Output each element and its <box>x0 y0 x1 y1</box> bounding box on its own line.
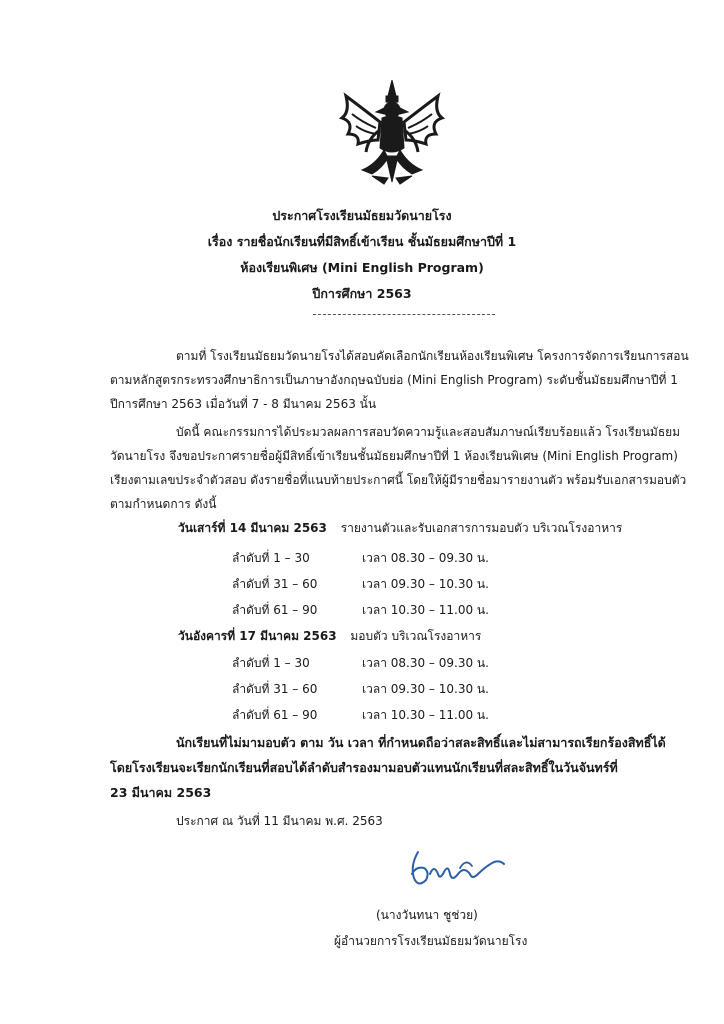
schedule-day-1 <box>178 519 622 538</box>
forfeit-note-line-2: โดยโรงเรียนจะเรียกนักเรียนที่สอบได้ลำดับสำรองมามอบตัวแทนนักเรียนที่สละสิทธิ์ในวันจันทร์ที่ <box>110 760 618 775</box>
announcement-page: ประกาศโรงเรียนมัธยมวัดนายโรง เรื่อง รายชื่อนักเรียนที่มีสิทธิ์เข้าเรียน ชั้นมัธยมศึกษาปีที่ 1 ห้องเรียนพิเศษ (Mini English Program) ปีการศึกษา 2563 ตามที่ โรงเรียนมัธยมวัดนายโรงได้สอบคัดเลือกนักเรียนห้องเรียนพิเศษ โครงการจัดการเรียนการสอน ตามหลักสูตรกระทรวงศึกษาธิการเป็นภาษาอังกฤษฉบับย่อ (Mini English Program) ระดับชั้นมัธยมศึกษาปีที่ 1 ปีการศึกษา 2563 เมื่อวันที่ 7 - 8 มีนาคม 2563 นั้น บัดนี้ คณะกรรมการได้ประมวลผลการสอบวัดความรู้และสอบสัมภาษณ์เรียบร้อยแล้ว โรงเรียนมัธยม วัดนายโรง จึงขอประกาศรายชื่อผู้มีสิทธิ์เข้าเรียนชั้นมัธยมศึกษาปีที่ 1 ห้องเรียนพิเศษ (Mini English Program) เรียงตามเลขประจำตัวสอบ ดังรายชื่อที่แนบท้ายประกาศนี้ โดยให้ผู้มีรายชื่อมารายงานตัว พร้อมรับเอกสารมอบตัว ตามกำหนดการ ดังนี้ วันเสาร์ที่ 14 มีนาคม 2563 รายงานตัวและรับเอกสารการมอบตัว บริเวณโรงอาหาร ลำดับที่ 1 – 30 เวลา 08.30 – 09.30 น. ลำดับที่ 31 – 60 เวลา 09.30 – 10.30 น. ลำดับที่ 61 – 90 เวลา 10.30 – 11.00 น. วันอังคารที่ 17 มีนาคม 2563 มอบตัว บริเวณโรงอาหาร ลำดับที่ 1 – 30 เวลา 08.30 – 09.30 น. ลำดับที่ 31 – 60 เวลา 09.30 – 10.30 น. ลำดับที่ 61 – 90 เวลา 10.30 – 11.00 น. นักเรียนที่ไม่มามอบตัว ตาม วัน เวลา ที่กำหนดถือว่าสละสิทธิ์และไม่สามารถเรียกร้องสิทธิ์ได้ โดยโรงเรียนจะเรียกนักเรียนที่สอบได้ลำดับสำรองมามอบตัวแทนนักเรียนที่สละสิทธิ์ในวันจันทร์ที่ 23 มีนาคม 2563 ประกาศ ณ วันที่ 11 มีนาคม พ.ศ. 2563 (นางวันทนา ชูช่วย) ผู้อำนวยการโรงเรียนมัธยมวัดนายโรง <box>0 0 724 1024</box>
signer-name: (นางวันทนา ชูช่วย) <box>376 908 478 922</box>
result-line-2: วัดนายโรง จึงขอประกาศรายชื่อผู้มีสิทธิ์เข้าเรียนชั้นมัธยมศึกษาปีที่ 1 ห้องเรียนพิเศษ (Mini English Program) <box>110 449 678 463</box>
result-line-1: บัดนี้ คณะกรรมการได้ประมวลผลการสอบวัดความรู้และสอบสัมภาษณ์เรียบร้อยแล้ว โรงเรียนมัธยม <box>176 425 681 439</box>
schedule-day-2 <box>178 627 481 646</box>
result-line-4: ตามกำหนดการ ดังนี้ <box>110 497 217 511</box>
program-name: ห้องเรียนพิเศษ (Mini English Program) <box>240 260 484 275</box>
signer-title: ผู้อำนวยการโรงเรียนมัธยมวัดนายโรง <box>334 934 528 948</box>
schedule-day-2-desc: มอบตัว บริเวณโรงอาหาร <box>350 629 482 643</box>
result-line-3: เรียงตามเลขประจำตัวสอบ ดังรายชื่อที่แนบท้ายประกาศนี้ โดยให้ผู้มีรายชื่อมารายงานตัว พร้อมรับเอกสารมอบตัว <box>110 473 687 487</box>
result-paragraph <box>110 420 687 516</box>
garuda-emblem-icon <box>332 78 452 186</box>
intro-line-1: ตามที่ โรงเรียนมัธยมวัดนายโรงได้สอบคัดเลือกนักเรียนห้องเรียนพิเศษ โครงการจัดการเรียนการสอน <box>176 349 689 363</box>
forfeit-note-line-3: 23 มีนาคม 2563 <box>110 785 212 800</box>
forfeit-note-line-1: นักเรียนที่ไม่มามอบตัว ตาม วัน เวลา ที่กำหนดถือว่าสละสิทธิ์และไม่สามารถเรียกร้องสิทธิ์ได้ <box>176 735 666 750</box>
handwritten-signature <box>400 844 510 896</box>
intro-paragraph <box>110 344 689 416</box>
announcement-subject: เรื่อง รายชื่อนักเรียนที่มีสิทธิ์เข้าเรียน ชั้นมัธยมศึกษาปีที่ 1 <box>207 234 517 249</box>
intro-line-2: ตามหลักสูตรกระทรวงศึกษาธิการเป็นภาษาอังกฤษฉบับย่อ (Mini English Program) ระดับชั้นมัธยมศึกษาปีที่ 1 <box>110 373 678 387</box>
schedule-day-2-date: วันอังคารที่ 17 มีนาคม 2563 <box>178 629 337 643</box>
header-divider <box>313 314 495 315</box>
announcement-date: ประกาศ ณ วันที่ 11 มีนาคม พ.ศ. 2563 <box>176 814 383 828</box>
academic-year: ปีการศึกษา 2563 <box>312 286 412 301</box>
announcement-title: ประกาศโรงเรียนมัธยมวัดนายโรง <box>272 208 452 223</box>
schedule-day-1-date: วันเสาร์ที่ 14 มีนาคม 2563 <box>178 521 327 535</box>
schedule-day-1-desc: รายงานตัวและรับเอกสารการมอบตัว บริเวณโรงอาหาร <box>340 521 623 535</box>
intro-line-3: ปีการศึกษา 2563 เมื่อวันที่ 7 - 8 มีนาคม 2563 นั้น <box>110 397 377 411</box>
